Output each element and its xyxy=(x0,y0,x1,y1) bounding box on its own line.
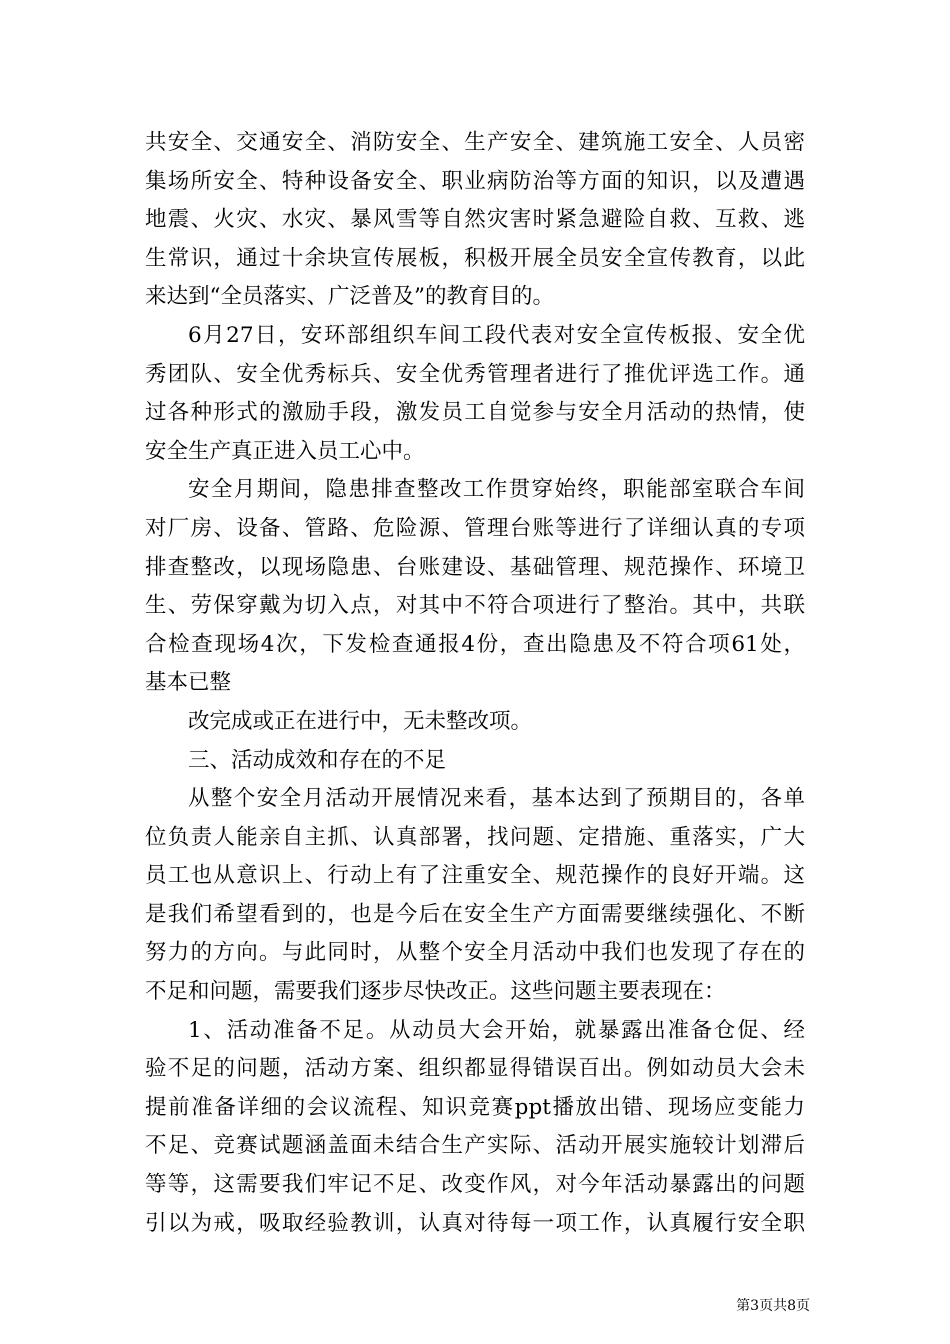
text-line: 员工也从意识上、行动上有了注重安全、规范操作的良好开端。这 xyxy=(145,863,805,889)
text-line: 来达到“全员落实、广泛普及”的教育目的。 xyxy=(145,284,554,310)
text-line: 生、劳保穿戴为切入点，对其中不符合项进行了整治。其中，共联 xyxy=(145,593,805,619)
text-line: 生常识，通过十余块宣传展板，积极开展全员安全宣传教育，以此 xyxy=(145,245,805,271)
text-line: 位负责人能亲自主抓、认真部署，找问题、定措施、重落实，广大 xyxy=(145,824,805,850)
page-number-footer: 第3页共8页 xyxy=(736,1298,810,1314)
text-line: 提前准备详细的会议流程、知识竞赛ppt播放出错、现场应变能力 xyxy=(145,1094,805,1120)
text-line: 等等，这需要我们牢记不足、改变作风，对今年活动暴露出的问题 xyxy=(145,1172,805,1198)
text-line: 引以为戒，吸取经验教训，认真对待每一项工作，认真履行安全职 xyxy=(145,1210,805,1236)
text-line: 改完成或正在进行中，无未整改项。 xyxy=(188,708,533,734)
text-line: 基本已整 xyxy=(145,670,232,696)
body-text xyxy=(145,124,805,1243)
text-line: 地震、火灾、水灾、暴风雪等自然灾害时紧急避险自救、互救、逃 xyxy=(145,207,805,233)
text-line: 过各种形式的激励手段，激发员工自觉参与安全月活动的热情，使 xyxy=(145,400,805,426)
text-line: 集场所安全、特种设备安全、职业病防治等方面的知识，以及遭遇 xyxy=(145,168,805,194)
text-line: 排查整改，以现场隐患、台账建设、基础管理、规范操作、环境卫 xyxy=(145,554,805,580)
text-line: 安全生产真正进入员工心中。 xyxy=(145,438,425,464)
text-line: 合检查现场4次，下发检查通报4份，查出隐患及不符合项61处， xyxy=(145,631,805,657)
text-line: 安全月期间，隐患排查整改工作贯穿始终，职能部室联合车间 xyxy=(188,477,805,503)
text-line: 6月27日，安环部组织车间工段代表对安全宣传板报、安全优 xyxy=(188,322,805,348)
text-line: 1、活动准备不足。从动员大会开始，就暴露出准备仓促、经 xyxy=(188,1017,805,1043)
text-line: 验不足的问题，活动方案、组织都显得错误百出。例如动员大会未 xyxy=(145,1056,805,1082)
text-line: 不足、竞赛试题涵盖面未结合生产实际、活动开展实施较计划滞后 xyxy=(145,1133,805,1159)
text-line: 共安全、交通安全、消防安全、生产安全、建筑施工安全、人员密 xyxy=(145,130,805,155)
text-line: 秀团队、安全优秀标兵、安全优秀管理者进行了推优评选工作。通 xyxy=(145,361,805,387)
text-line: 是我们希望看到的，也是今后在安全生产方面需要继续强化、不断 xyxy=(145,901,805,927)
text-line: 从整个安全月活动开展情况来看，基本达到了预期目的，各单 xyxy=(188,786,805,812)
text-line: 对厂房、设备、管路、危险源、管理台账等进行了详细认真的专项 xyxy=(145,515,805,541)
text-line: 努力的方向。与此同时，从整个安全月活动中我们也发现了存在的 xyxy=(145,940,805,966)
text-line: 三、活动成效和存在的不足 xyxy=(188,747,447,773)
text-line: 不足和问题，需要我们逐步尽快改正。这些问题主要表现在： xyxy=(145,979,726,1005)
